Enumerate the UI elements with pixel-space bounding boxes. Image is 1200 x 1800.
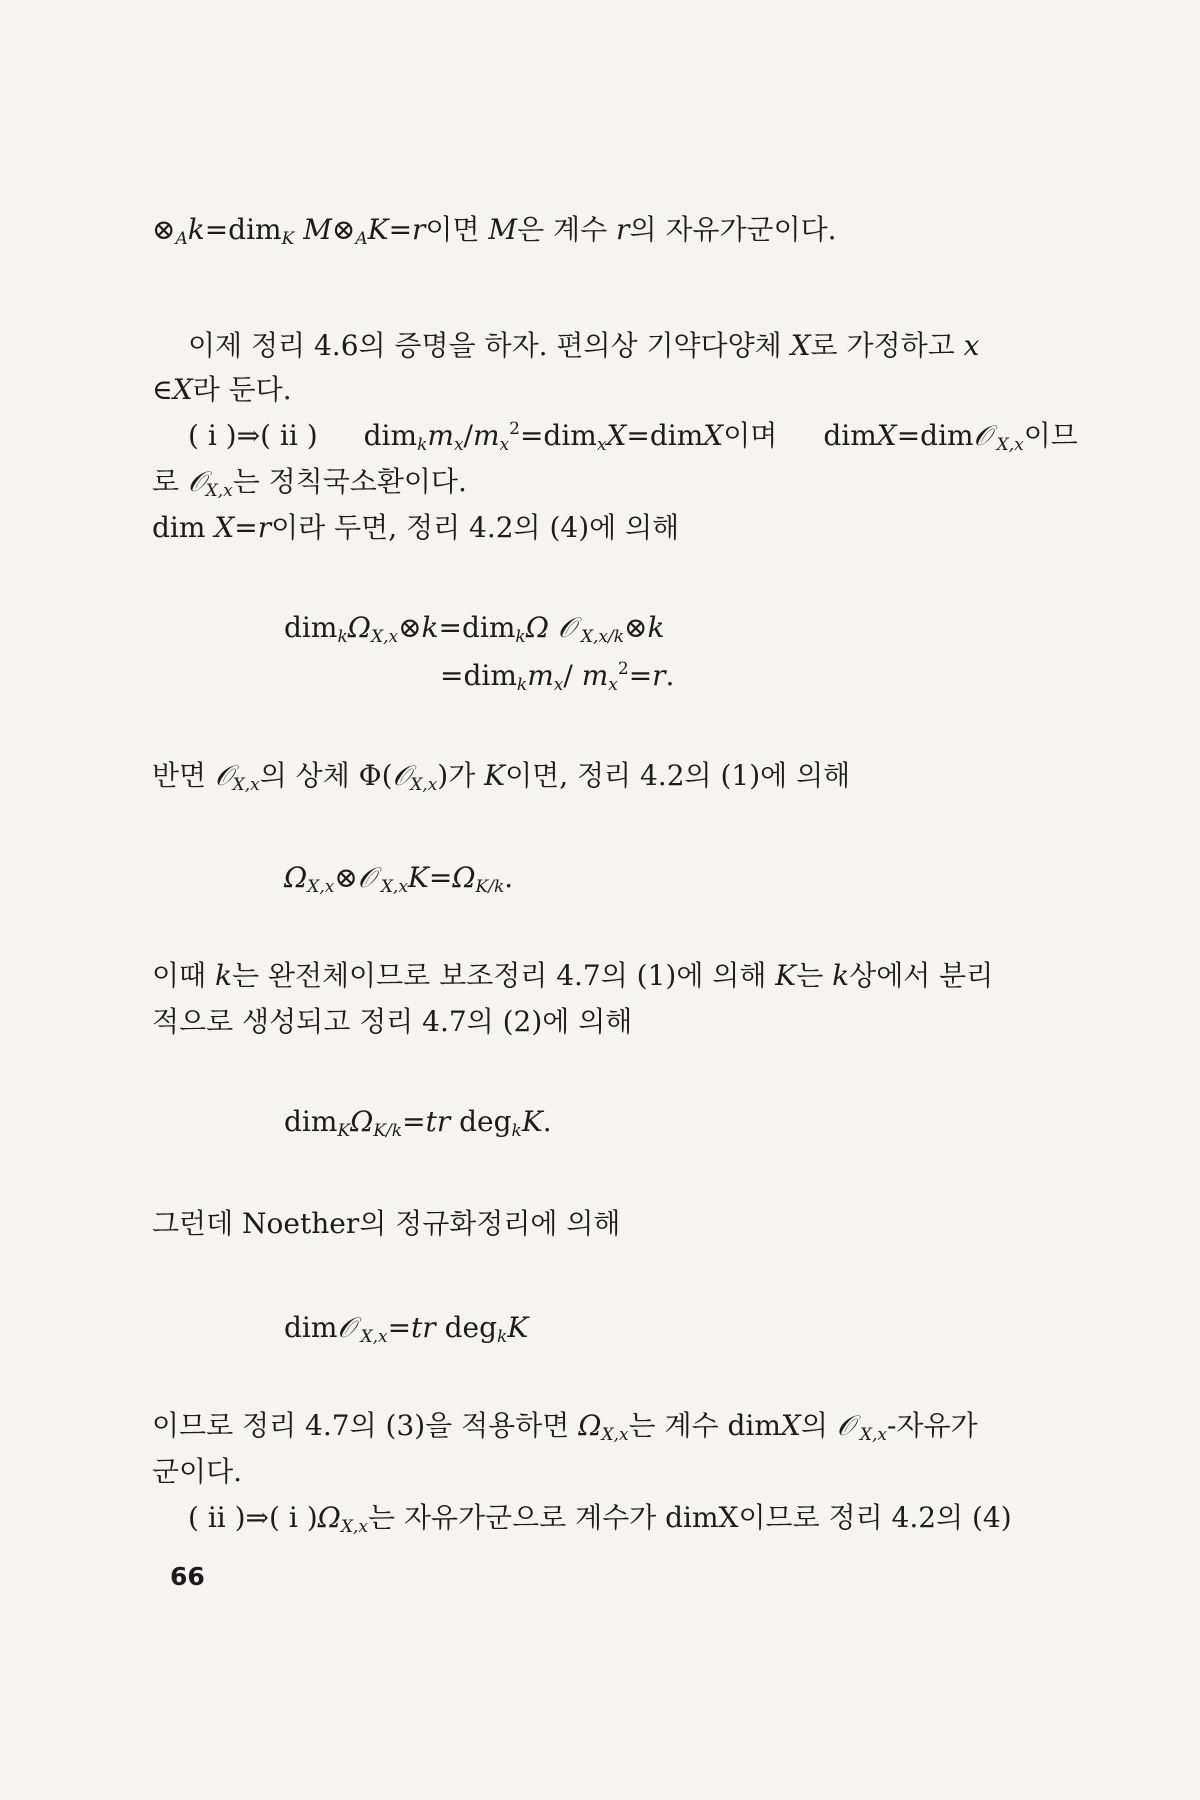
equation-2: $=dim_km_x/$ $m_x^2=r$. (440, 659, 675, 695)
text-line-6: dim X=r이라 두면, 정리 4.2의 (4)에 의해 (152, 511, 680, 544)
equation-3: $\Omega_{X,x}\otimes 𝒪$ $_{X,x}K=\Omega_{K/k}$. (284, 861, 514, 897)
text-line-9: 적으로 생성되고 정리 4.7의 (2)에 의해 (152, 1005, 633, 1038)
text-line-10: 그런데 Noether의 정규화정리에 의해 (152, 1207, 621, 1240)
equation-5: dim𝒪 $_{X,x}$=tr deg$_k$K (284, 1311, 529, 1347)
text-line-3: ∈X라 둔다. (152, 373, 292, 406)
page-number: 66 (170, 1562, 205, 1591)
equation-4: $dim_K\Omega_{K/k}=tr$ deg$_k$K. (284, 1105, 552, 1141)
text-line-4: ( i )⇒( ii ) $dim_km_x/m_x^2=dim_xX=dimX$이며 dimX=dim𝒪 $_{X,x}$이므 (188, 419, 1078, 455)
text-line-7: 반면 𝒪$_{X,x}$의 상체 Φ(𝒪$_{X,x}$)가 K이면, 정리 4.2의 (1)에 의해 (152, 759, 851, 795)
text-line-11: 이므로 정리 4.7의 (3)을 적용하면 $\Omega_{X,x}$는 계수 dimX의 𝒪 $_{X,x}$-자유가 (152, 1409, 978, 1445)
text-line-2: 이제 정리 4.6의 증명을 하자. 편의상 기약다양체 X로 가정하고 x (188, 329, 980, 362)
text-line-12: 군이다. (152, 1455, 243, 1488)
equation-1: $dim_k\Omega_{X,x}\otimes k=dim_k\Omega$ 𝒪 $_{X,x/k}$⊗k (284, 611, 665, 647)
text-line-1: $\otimes_Ak=dim_K$ $M\otimes_AK=r$이면 M은 계수 r의 자유가군이다. (152, 213, 837, 249)
text-line-13: ( ii )⇒( i )$\Omega_{X,x}$는 자유가군으로 계수가 dimX이므로 정리 4.2의 (4) (188, 1501, 1012, 1537)
text-line-8: 이때 k는 완전체이므로 보조정리 4.7의 (1)에 의해 K는 k상에서 분리 (152, 959, 994, 992)
text-line-5: 로 𝒪$_{X,x}$는 정칙국소환이다. (152, 465, 467, 501)
